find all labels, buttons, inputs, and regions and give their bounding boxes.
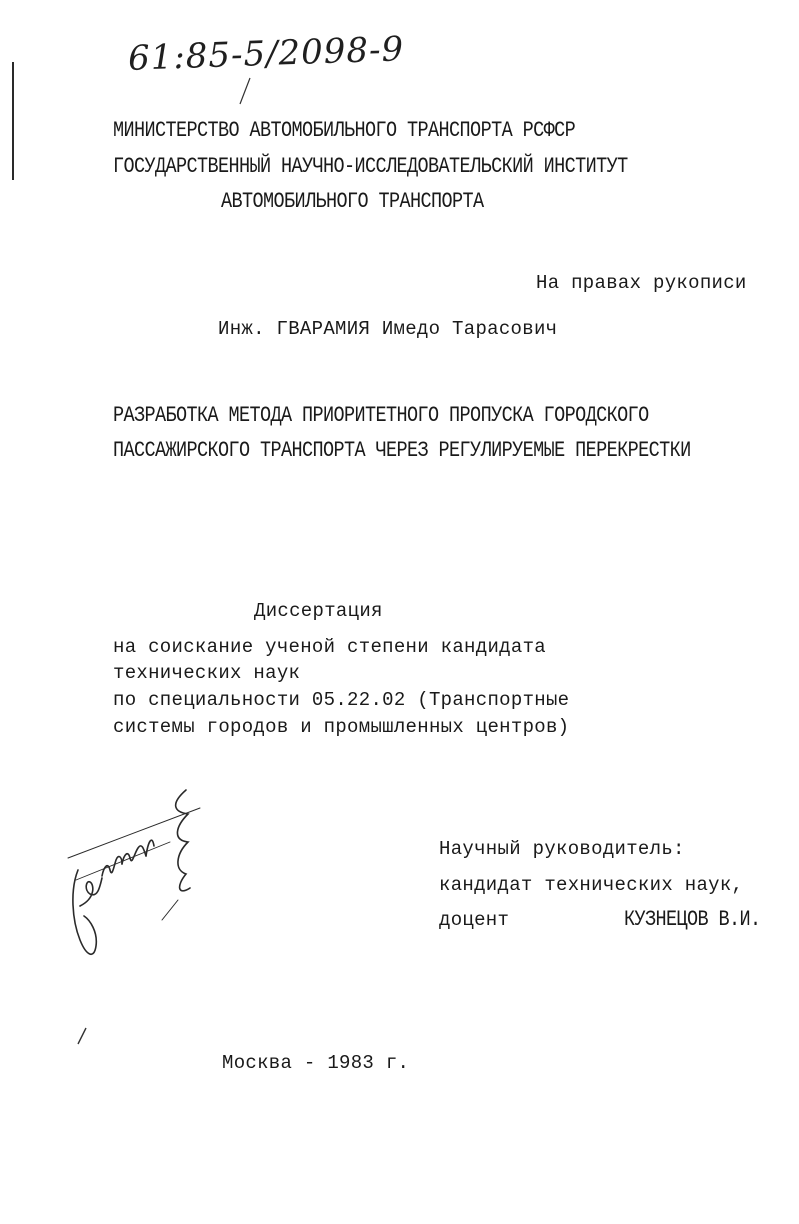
- supervisor-rank: доцент: [439, 909, 510, 931]
- institute-line-2: АВТОМОБИЛЬНОГО ТРАНСПОРТА: [221, 188, 484, 215]
- author-line: Инж. ГВАРАМИЯ Имедо Тарасович: [218, 318, 558, 340]
- degree-line-1: на соискание ученой степени кандидата: [113, 636, 546, 658]
- city-year: Москва - 1983 г.: [222, 1052, 410, 1074]
- degree-line-4: системы городов и промышленных центров): [113, 716, 570, 738]
- archive-number: 61:85-5/2098-9: [127, 29, 405, 79]
- signature-image: [50, 770, 220, 970]
- degree-heading: Диссертация: [254, 600, 383, 622]
- degree-line-3: по специальности 05.22.02 (Транспортные: [113, 689, 570, 711]
- ministry-line: МИНИСТЕРСТВО АВТОМОБИЛЬНОГО ТРАНСПОРТА РСФСР: [113, 117, 576, 144]
- margin-line: [12, 62, 14, 180]
- manuscript-note: На правах рукописи: [536, 272, 747, 294]
- handwritten-mark: [236, 76, 256, 106]
- institute-line-1: ГОСУДАРСТВЕННЫЙ НАУЧНО-ИССЛЕДОВАТЕЛЬСКИЙ ИНСТИТУТ: [113, 153, 628, 180]
- supervisor-degree: кандидат технических наук,: [439, 874, 744, 896]
- supervisor-name: КУЗНЕЦОВ В.И.: [624, 906, 761, 933]
- pencil-tick-mark: [72, 1024, 92, 1048]
- title-line-2: ПАССАЖИРСКОГО ТРАНСПОРТА ЧЕРЕЗ РЕГУЛИРУЕМЫЕ ПЕРЕКРЕСТКИ: [113, 437, 691, 464]
- degree-line-2: технических наук: [113, 662, 301, 684]
- supervisor-label: Научный руководитель:: [439, 838, 685, 860]
- title-line-1: РАЗРАБОТКА МЕТОДА ПРИОРИТЕТНОГО ПРОПУСКА ГОРОДСКОГО: [113, 402, 649, 429]
